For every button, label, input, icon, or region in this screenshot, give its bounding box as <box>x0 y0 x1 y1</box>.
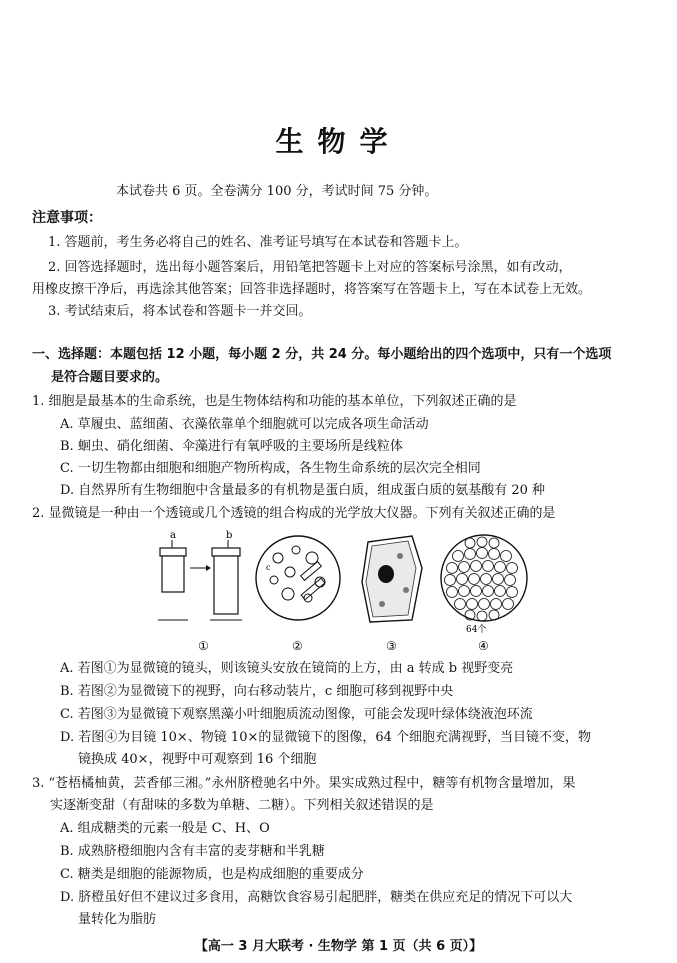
exam-intro: 本试卷共 6 页。全卷满分 100 分，考试时间 75 分钟。 <box>116 184 438 199</box>
q3-option-b: B. 成熟脐橙细胞内含有丰富的麦芽糖和半乳糖 <box>60 844 325 859</box>
fig-label-3: ③ <box>386 639 397 653</box>
q1-option-d: D. 自然界所有生物细胞中含量最多的有机物是蛋白质，组成蛋白质的氨基酸有 20 种 <box>60 483 546 498</box>
notice-item: 2. 回答选择题时，选出每小题答案后，用铅笔把答题卡上对应的答案标号涂黑，如有改动， <box>48 260 572 275</box>
q3-option-a: A. 组成糖类的元素一般是 C、H、O <box>60 821 270 836</box>
label-b: b <box>226 530 233 541</box>
q1-stem: 1. 细胞是最基本的生命系统，也是生物体结构和功能的基本单位，下列叙述正确的是 <box>32 394 517 409</box>
q3-stem: 3. “苍梧橘柚黄，芸香郁三湘。”永州脐橙驰名中外。果实成熟过程中，糖等有机物含量增加，果 <box>32 776 576 791</box>
q2-option-a: A. 若图①为显微镜的镜头，则该镜头安放在镜筒的上方，由 a 转成 b 视野变亮 <box>60 661 514 676</box>
cells-64-diagram <box>441 535 527 635</box>
q1-option-c: C. 一切生物都由细胞和细胞产物所构成，各生物生命系统的层次完全相同 <box>60 461 481 476</box>
q3-stem-cont: 实逐渐变甜（有甜味的多数为单糖、二糖）。下列相关叙述错误的是 <box>50 798 434 813</box>
microscope-figure <box>150 528 530 656</box>
q2-option-c: C. 若图③为显微镜下观察黑藻小叶细胞质流动图像，可能会发现叶绿体绕液泡环流 <box>60 707 533 722</box>
q2-option-d-cont: 镜换成 40×，视野中可观察到 16 个细胞 <box>78 752 317 767</box>
label-64: 64个 <box>466 625 487 635</box>
q2-stem: 2. 显微镜是一种由一个透镜或几个透镜的组合构成的光学放大仪器。下列有关叙述正确的是 <box>32 506 556 521</box>
notice-item: 3. 考试结束后，将本试卷和答题卡一并交回。 <box>48 304 312 319</box>
page-title: 生物学 <box>275 125 402 158</box>
notice-item: 1. 答题前，考生务必将自己的姓名、准考证号填写在本试卷和答题卡上。 <box>48 235 468 250</box>
plant-cell-diagram <box>362 536 422 622</box>
q3-option-c: C. 糖类是细胞的能源物质，也是构成细胞的重要成分 <box>60 867 364 882</box>
section-heading-cont: 是符合题目要求的。 <box>51 370 169 385</box>
page-footer: 【高一 3 月大联考 · 生物学 第 1 页（共 6 页）】 <box>194 939 483 954</box>
field-of-view-cells <box>256 536 340 620</box>
fig-label-1: ① <box>198 639 209 653</box>
q3-option-d: D. 脐橙虽好但不建议过多食用，高糖饮食容易引起肥胖，糖类在供应充足的情况下可以大 <box>60 890 573 905</box>
notice-heading: 注意事项： <box>32 210 102 226</box>
q3-option-d-cont: 量转化为脂肪 <box>78 912 157 927</box>
lens-diagram <box>158 530 242 620</box>
fig-label-4: ④ <box>478 639 489 653</box>
q2-option-b: B. 若图②为显微镜下的视野，向右移动装片，c 细胞可移到视野中央 <box>60 684 454 699</box>
q2-option-d: D. 若图④为目镜 10×、物镜 10×的显微镜下的图像，64 个细胞充满视野，当目镜不变，物 <box>60 730 592 745</box>
q1-option-a: A. 草履虫、蓝细菌、衣藻依靠单个细胞就可以完成各项生命活动 <box>60 417 429 432</box>
label-c: c <box>266 563 271 572</box>
fig-label-2: ② <box>292 639 303 653</box>
q1-option-b: B. 蛔虫、硝化细菌、伞藻进行有氧呼吸的主要场所是线粒体 <box>60 439 403 454</box>
label-a: a <box>170 530 176 541</box>
section-heading: 一、选择题：本题包括 12 小题，每小题 2 分，共 24 分。每小题给出的四个选项中，只有一个选项 <box>32 347 612 362</box>
notice-item: 用橡皮擦干净后，再选涂其他答案；回答非选择题时，将答案写在答题卡上，写在本试卷上无效。 <box>32 282 592 297</box>
